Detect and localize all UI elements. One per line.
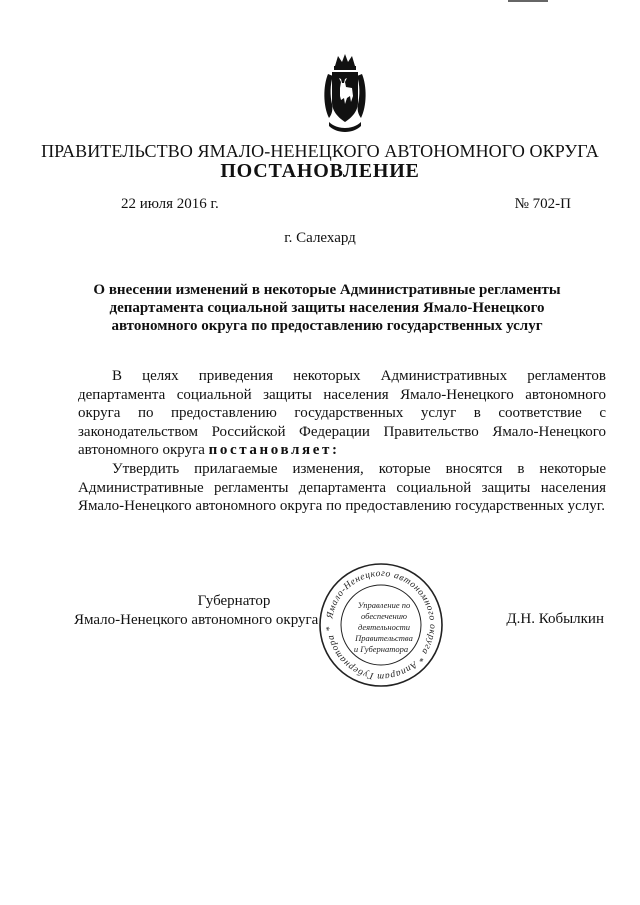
document-city: г. Салехард	[284, 230, 356, 246]
document-subject: О внесении изменений в некоторые Административные регламенты департамента социальной защиты населения Ямало-Ненецкого автономного округа по предоставлению государственных услуг	[93, 282, 561, 334]
stamp-line-2: обеспечению	[360, 611, 408, 621]
body-paragraph-2: Утвердить прилагаемые изменения, которые вносятся в некоторые Административные регламенты департамента социальной защиты населения Ямало-Ненецкого автономного округа по предоставлению государственных услуг.	[78, 461, 606, 515]
document-date: 22 июля 2016 г.	[121, 196, 219, 212]
signatory-post-region: Ямало-Ненецкого автономного округа	[74, 612, 319, 628]
document-type-title: ПОСТАНОВЛЕНИЕ	[220, 160, 420, 182]
body-paragraph-1	[78, 367, 606, 460]
body-paragraph-1-text: В целях приведения некоторых Административных регламентов департамента социальной защиты населения Ямало-Ненецкого автономного округа по предоставлению государственных услуг в соответствие с законодательством Российской Федерации Правительство Ямало-Ненецкого автономного округа	[78, 368, 606, 459]
resolution-keyword: постановляет:	[208, 442, 340, 459]
signatory-post-title: Губернатор	[197, 593, 271, 609]
signatory-name: Д.Н. Кобылкин	[506, 611, 604, 627]
signatory-post	[74, 592, 324, 630]
stamp-line-1: Управление по	[357, 600, 411, 610]
document-number: № 702-П	[514, 196, 571, 212]
coat-of-arms-icon	[321, 52, 369, 136]
scan-mark	[508, 0, 548, 2]
stamp-ring-text: Ямало-Ненецкого автономного округа * Аппарат Губернатора *	[324, 568, 438, 682]
stamp-line-5: и Губернатора	[353, 644, 409, 654]
official-stamp	[318, 562, 444, 688]
stamp-line-4: Правительства	[355, 633, 413, 643]
stamp-line-3: деятельности	[357, 622, 411, 632]
government-title: ПРАВИТЕЛЬСТВО ЯМАЛО-НЕНЕЦКОГО АВТОНОМНОГО ОКРУГА	[41, 141, 599, 161]
